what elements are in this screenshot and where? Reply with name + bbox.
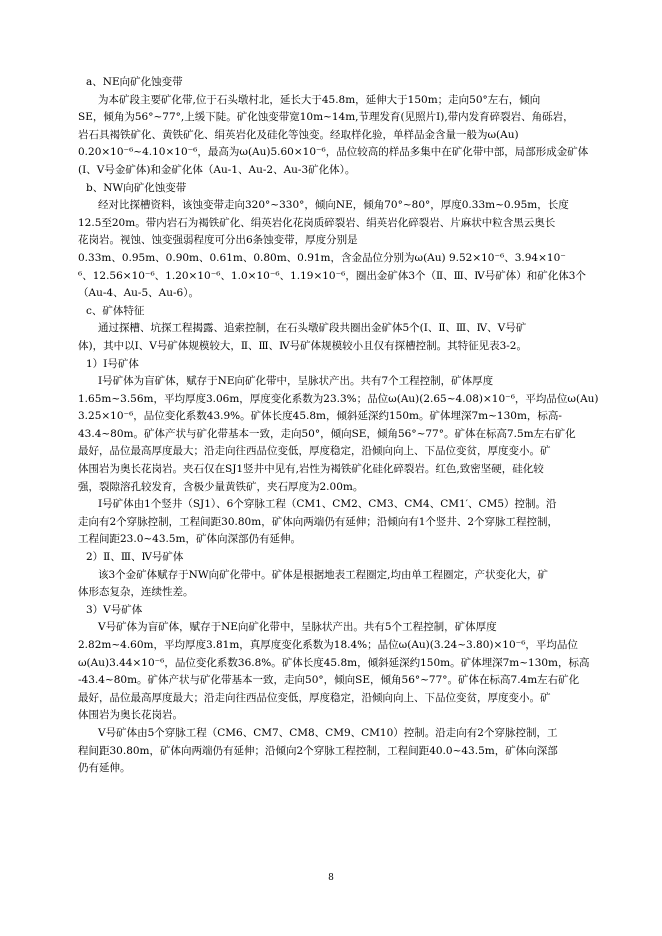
text-line: 经对比探槽资料，该蚀变带走向320°~330°，倾向NE，倾角70°~80°，厚度0.33m~0.95m，长度 <box>98 199 569 212</box>
text-line: 43.4~80m。矿体产状与矿化带基本一致，走向50°，倾向SE，倾角56°~77°。矿体在标高7.5m左右矿化 <box>78 427 576 440</box>
text-line: 走向有2个穿脉控制，工程间距30.80m，矿体向两端仍有延伸；沿倾向有1个竖井、2个穿脉工程控制， <box>78 515 559 528</box>
text-line: (I、V号金矿体)和金矿化体（Au-1、Au-2、Au-3矿化体）。 <box>78 163 356 176</box>
text-line: （Au-4、Au-5、Au-6）。 <box>78 287 199 300</box>
text-line: a、NE向矿化蚀变带 <box>86 76 183 88</box>
text-line: 1.65m~3.56m，平均厚度3.06m，厚度变化系数为23.3%；品位ω(Au)(2.65~4.08)×10⁻⁶，平均品位ω(Au) <box>78 392 599 405</box>
text-line: Ⅴ号矿体由5个穿脉工程（CM6、CM7、CM8、CM9、CM10）控制。沿走向有2个穿脉控制，工 <box>98 726 558 739</box>
text-line: 最好，品位最高厚度最大；沿走向往西品位变低，厚度稳定，沿倾向向上、下品位变贫，厚度变小。矿 <box>78 445 551 458</box>
text-line: 工程间距23.0~43.5m，矿体向深部仍有延伸。 <box>78 533 302 546</box>
text-line: 程间距30.80m，矿体向两端仍有延伸；沿倾向2个穿脉工程控制，工程间距40.0~43.5m，矿体向深部 <box>78 744 558 757</box>
text-line: 体围岩为奥长花岗岩。 <box>78 709 183 722</box>
text-line: ⁶、12.56×10⁻⁶、1.20×10⁻⁶、1.0×10⁻⁶、1.19×10⁻⁶，圈出金矿体3个（Ⅱ、Ⅲ、Ⅳ号矿体）和矿化体3个 <box>78 269 586 282</box>
text-line: 3）Ⅴ号矿体 <box>86 603 143 616</box>
text-line: 花岗岩。视蚀、蚀变强弱程度可分出6条蚀变带，厚度分别是 <box>78 234 358 247</box>
text-line: 该3个金矿体赋存于NW向矿化带中。矿体是根据地表工程圈定,均由单工程圈定，产状变化大，矿 <box>98 568 548 581</box>
text-line: 0.20×10⁻⁶~4.10×10⁻⁶，最高为ω(Au)5.60×10⁻⁶，品位较高的样品多集中在矿化带中部，局部形成金矿体 <box>78 146 589 159</box>
text-line: 体围岩为奥长花岗岩。夹石仅在SJ1竖井中见有,岩性为褐铁矿化硅化碎裂岩。红色,致密坚硬，硅化较 <box>78 463 544 476</box>
text-line: SE，倾角为56°~77°,上缓下陡。矿化蚀变带宽10m~14m,节理发育(见照片I),带内发育碎裂岩、角砾岩， <box>78 111 574 124</box>
text-line: 最好，品位最高厚度最大；沿走向往西品位变低，厚度稳定，沿倾向向上、下品位变贫，厚度变小。矿 <box>78 691 551 704</box>
page-number: 8 <box>328 873 334 883</box>
text-line: 2.82m~4.60m，平均厚度3.81m，真厚度变化系数为18.4%；品位ω(Au)(3.24~3.80)×10⁻⁶，平均品位 <box>78 639 578 651</box>
text-line: 2）Ⅱ、Ⅲ、Ⅳ号矿体 <box>86 551 184 564</box>
text-line: 为本矿段主要矿化带,位于石头墩村北，延长大于45.8m，延伸大于150m；走向50°左右，倾向 <box>98 93 541 106</box>
text-line: 岩石具褐铁矿化、黄铁矿化、绢英岩化及硅化等蚀变。经取样化验，单样品金含量一般为ω(Au) <box>78 128 519 141</box>
text-line: Ⅰ号矿体为盲矿体，赋存于NE向矿化带中，呈脉状产出。共有7个工程控制，矿体厚度 <box>98 375 494 388</box>
text-line: -43.4~80m。矿体产状与矿化带基本一致，走向50°，倾向SE，倾角56°~77°。矿体在标高7.4m左右矿化 <box>78 674 580 687</box>
text-line: 1）Ⅰ号矿体 <box>86 357 139 370</box>
text-line: c、矿体特征 <box>86 304 145 317</box>
text-line: 3.25×10⁻⁶，品位变化系数43.9%。矿体长度45.8m，倾斜延深约150m。矿体埋深7m~130m，标高- <box>78 410 562 423</box>
text-line: 体形态复杂，连续性差。 <box>78 586 194 599</box>
text-line: 仍有延伸。 <box>78 762 131 775</box>
text-line: b、NW向矿化蚀变带 <box>86 181 187 194</box>
text-line: 强，裂隙溶孔较发育，含极少量黄铁矿，夹石厚度为2.00m。 <box>78 480 364 493</box>
text-line: 12.5至20m。带内岩石为褐铁矿化、绢英岩化花岗质碎裂岩、绢英岩化碎裂岩、片麻状中粒含黑云奥长 <box>78 216 556 229</box>
text-line: Ⅴ号矿体为盲矿体，赋存于NE向矿化带中，呈脉状产出。共有5个工程控制，矿体厚度 <box>98 621 497 634</box>
text-line: Ⅰ号矿体由1个竖井（SJ1）、6个穿脉工程（CM1、CM2、CM3、CM4、CM1′、CM5）控制。沿 <box>98 498 557 511</box>
text-line: ω(Au)3.44×10⁻⁶，品位变化系数36.8%。矿体长度45.8m，倾斜延深约150m。矿体埋深7m~130m，标高 <box>78 656 590 669</box>
text-line: 通过探槽、坑探工程揭露、追索控制，在石头墩矿段共圈出金矿体5个(Ⅰ、Ⅱ、Ⅲ、Ⅳ、Ⅴ号矿 <box>98 322 527 335</box>
document-body <box>78 74 606 778</box>
text-line: 体)，其中以Ⅰ、Ⅴ号矿体规模较大，Ⅱ、Ⅲ、Ⅳ号矿体规模较小且仅有探槽控制。其特征见表3-2。 <box>78 339 527 352</box>
text-line: 0.33m、0.95m、0.90m、0.61m、0.80m、0.91m，含金品位分别为ω(Au) 9.52×10⁻⁶、3.94×10⁻ <box>78 251 566 264</box>
